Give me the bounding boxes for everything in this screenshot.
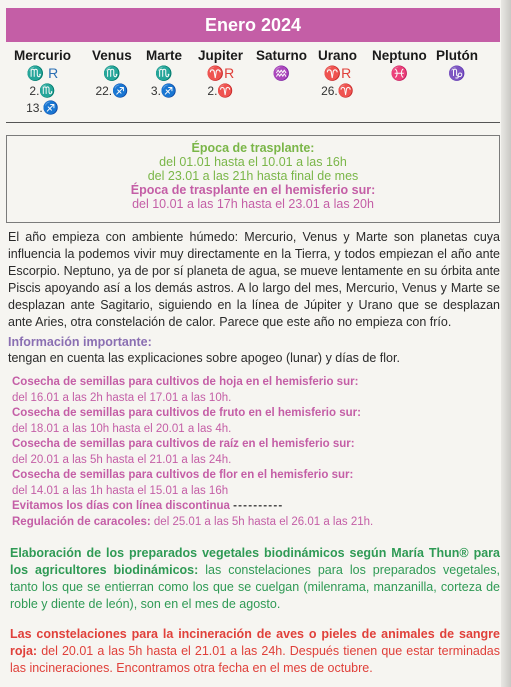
transit-day: 2. xyxy=(29,84,40,98)
seed-heading-fruit: Cosecha de semillas para cultivos de fruto en el hemisferio sur: xyxy=(12,407,361,419)
zodiac-sign-icon: ♑ xyxy=(448,65,466,81)
zodiac-sign-icon: ♈R xyxy=(323,65,352,81)
month-banner xyxy=(6,8,500,42)
planet-column-jupiter xyxy=(198,48,243,99)
planet-column-urano xyxy=(318,48,357,99)
seed-dates-flower: del 14.01 a las 1h hasta el 15.01 a las 16h xyxy=(12,484,229,497)
planet-name: Plutón xyxy=(436,48,478,63)
zodiac-sign-icon: ♏ xyxy=(39,83,56,98)
zodiac-sign-icon: ♒ xyxy=(272,65,291,81)
planet-name: Mercurio xyxy=(14,48,72,63)
planet-table xyxy=(6,48,500,123)
info-text: tengan en cuenta las explicaciones sobre apogeo (lunar) y días de flor. xyxy=(8,351,400,365)
zodiac-sign-icon: ♐ xyxy=(160,83,178,98)
caracoles-heading: Regulación de caracoles: xyxy=(12,515,151,528)
caracoles-line xyxy=(12,515,500,531)
planet-column-mercurio xyxy=(14,48,71,116)
transplant-line-2: del 23.01 a las 21h hasta final de mes xyxy=(147,169,359,183)
month-title: Enero 2024 xyxy=(204,15,302,35)
planet-transit-entry xyxy=(318,83,357,99)
preparados-paragraph xyxy=(10,545,500,613)
transplant-title: Época de trasplante: xyxy=(191,141,315,155)
transplant-south-title: Época de trasplante en el hemisferio sur: xyxy=(130,183,376,197)
planet-transit-entry xyxy=(92,83,132,99)
planet-name: Neptuno xyxy=(372,48,427,63)
transit-day: 3. xyxy=(150,84,161,98)
seed-harvest-list xyxy=(12,375,500,530)
planet-transit-entry xyxy=(146,83,182,99)
zodiac-sign-icon: ♏ R xyxy=(26,65,59,81)
planet-name: Saturno xyxy=(256,48,308,63)
planet-name: Urano xyxy=(318,48,358,63)
planet-name: Venus xyxy=(92,48,132,63)
incineration-heading: Las constelaciones para la incineración de aves o pieles de animales de sangre roja: xyxy=(10,627,500,658)
planet-transit-entry xyxy=(198,83,243,99)
page-fold-shadow xyxy=(501,0,511,687)
planet-column-saturno xyxy=(256,48,307,82)
planet-transit-entry xyxy=(14,100,71,116)
intro-paragraph: El año empieza con ambiente húmedo: Mercurio, Venus y Marte son planetas cuya influencia la podemos vivir muy directamente en la Tierra, y todos empiezan el año ante Escorpio. Neptuno, ya de por sí planeta de agua, se mueve lentamente en su órbita ante Piscis apoyando así a los demás astros. A lo largo del mes, Mercurio, Venus y Marte se desplazan ante Sagitario, siguiendo en la línea de Júpiter y Urano que se desplazan ante Aries, otra constelación de calor. Parece que este año no empieza con frío. xyxy=(8,230,500,329)
planet-column-neptuno xyxy=(372,48,427,82)
zodiac-sign-icon: ♐ xyxy=(112,83,129,98)
avoid-text: Evitamos los días con línea discontinua xyxy=(12,500,230,512)
transplant-south-line: del 10.01 a las 17h hasta el 23.01 a las 20h xyxy=(132,197,374,211)
zodiac-sign-icon: ♈ xyxy=(217,83,234,98)
zodiac-sign-icon: ♏ xyxy=(155,65,173,81)
transit-day: 13. xyxy=(26,101,43,115)
transplant-box xyxy=(6,135,500,223)
incineration-paragraph xyxy=(10,626,500,677)
planet-name: Marte xyxy=(146,48,183,63)
transplant-line-1: del 01.01 hasta el 10.01 a las 16h xyxy=(159,155,347,169)
seed-heading-flower: Cosecha de semillas para cultivos de flor en el hemisferio sur: xyxy=(12,469,354,481)
incineration-text: del 20.01 a las 5h hasta el 21.01 a las 24h. Después tienen que estar terminadas las incineraciones. Encontramos otra fecha en el mes de octubre. xyxy=(10,644,500,675)
seed-heading-root: Cosecha de semillas para cultivos de raíz en el hemisferio sur: xyxy=(12,438,355,450)
seed-heading-leaf: Cosecha de semillas para cultivos de hoja en el hemisferio sur: xyxy=(12,376,359,388)
caracoles-dates: del 25.01 a las 5h hasta el 26.01 a las 21h. xyxy=(153,515,374,528)
seed-dates-fruit: del 18.01 a las 10h hasta el 20.01 a las 4h. xyxy=(12,422,232,435)
planet-column-venus xyxy=(92,48,132,99)
transit-day: 26. xyxy=(321,84,338,98)
zodiac-sign-icon: ♓ xyxy=(390,65,409,81)
dashed-line-sample: - - - - - - - - - - xyxy=(233,500,282,512)
planet-column-marte xyxy=(146,48,182,99)
planet-name: Jupiter xyxy=(198,48,244,63)
transit-day: 22. xyxy=(95,84,113,98)
zodiac-sign-icon: ♈R xyxy=(206,65,235,81)
planet-transit-entry xyxy=(14,83,71,99)
transit-day: 2. xyxy=(207,84,218,98)
preparados-heading: Elaboración de los preparados vegetales biodinámicos según María Thun® para los agricultores biodinámicos: xyxy=(10,546,500,577)
info-title: Información importante: xyxy=(8,335,152,349)
zodiac-sign-icon: ♈ xyxy=(337,83,354,98)
seed-dates-root: del 20.01 a las 5h hasta el 21.01 a las 24h. xyxy=(12,453,232,466)
zodiac-sign-icon: ♐ xyxy=(42,100,59,115)
zodiac-sign-icon: ♏ xyxy=(103,65,121,81)
preparados-text: las constelaciones para los preparados vegetales, tanto los que se entierran como los que se cuelgan (milenrama, manzanilla, corteza de roble y diente de león), son en el mes de agosto. xyxy=(10,563,500,611)
avoid-note xyxy=(12,499,500,515)
seed-dates-leaf: del 16.01 a las 2h hasta el 17.01 a las 10h. xyxy=(12,391,232,404)
planet-column-plutón xyxy=(436,48,478,82)
